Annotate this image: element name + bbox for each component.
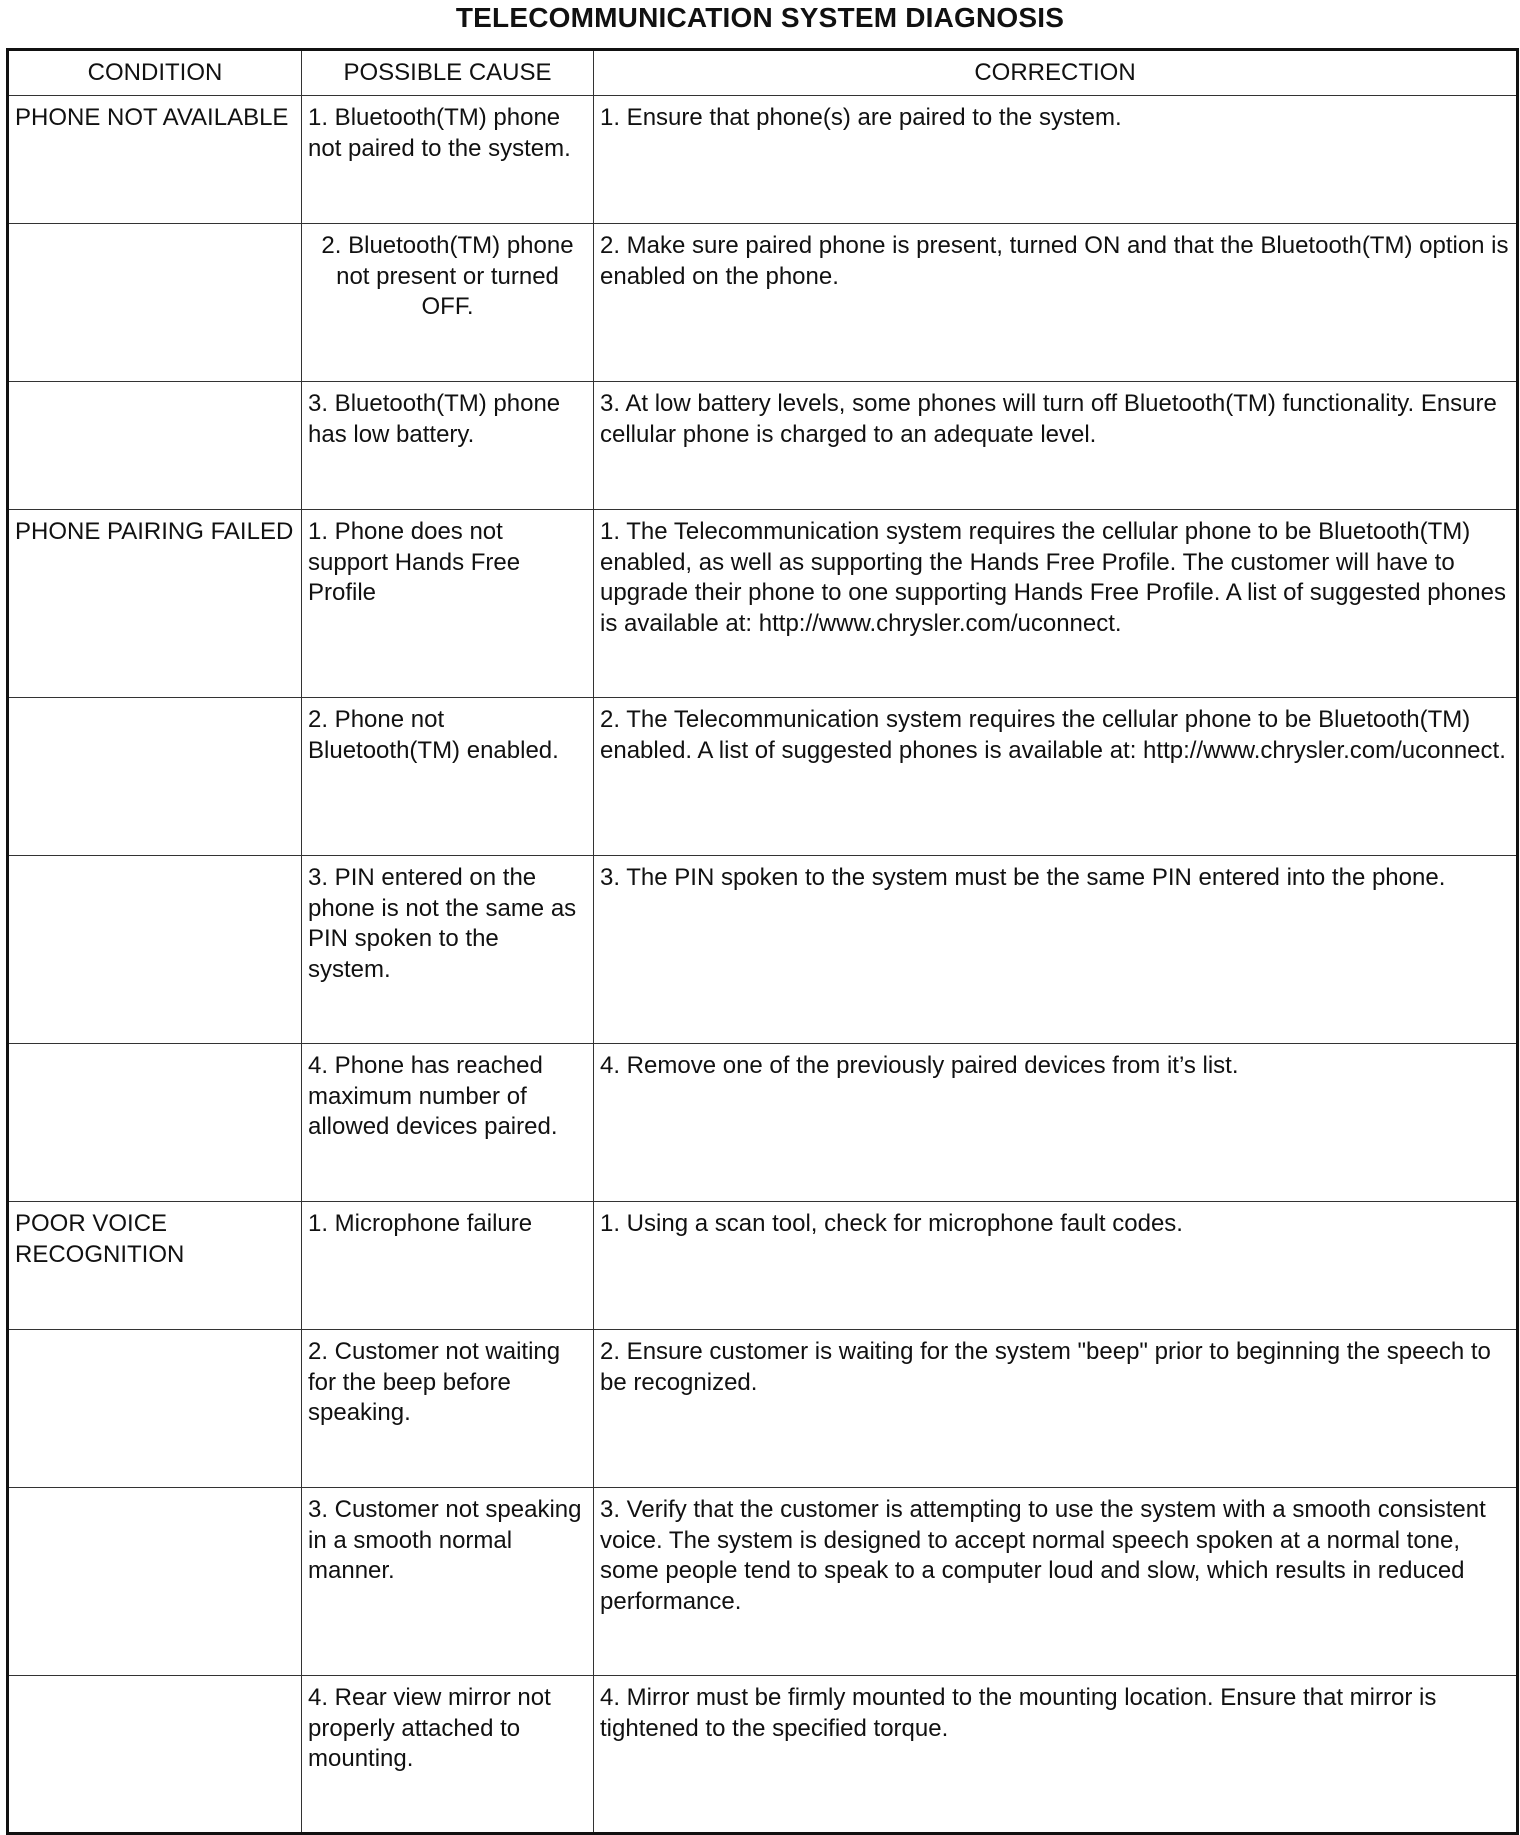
correction-cell: 4. Mirror must be firmly mounted to the mounting location. Ensure that mirror is tightened to the specified torque. — [594, 1676, 1518, 1834]
cause-cell: 3. Customer not speaking in a smooth normal manner. — [302, 1488, 594, 1676]
correction-cell: 2. Ensure customer is waiting for the system "beep" prior to beginning the speech to be recognized. — [594, 1330, 1518, 1488]
condition-cell: PHONE NOT AVAILABLE — [8, 96, 302, 224]
cause-cell: 2. Customer not waiting for the beep before speaking. — [302, 1330, 594, 1488]
condition-cell — [8, 698, 302, 856]
condition-cell — [8, 382, 302, 510]
cause-cell: 3. Bluetooth(TM) phone has low battery. — [302, 382, 594, 510]
table-row — [8, 1202, 1518, 1330]
cause-cell: 1. Bluetooth(TM) phone not paired to the system. — [302, 96, 594, 224]
header-possible-cause: POSSIBLE CAUSE — [302, 50, 594, 96]
condition-cell — [8, 1676, 302, 1834]
table-header-row — [8, 50, 1518, 96]
cause-cell: 1. Microphone failure — [302, 1202, 594, 1330]
cause-cell: 4. Phone has reached maximum number of allowed devices paired. — [302, 1044, 594, 1202]
table-row — [8, 96, 1518, 224]
table-row — [8, 698, 1518, 856]
table-row — [8, 1676, 1518, 1834]
header-condition: CONDITION — [8, 50, 302, 96]
condition-cell — [8, 1044, 302, 1202]
table-row — [8, 224, 1518, 382]
table-row — [8, 1330, 1518, 1488]
page-title: TELECOMMUNICATION SYSTEM DIAGNOSIS — [455, 2, 1065, 33]
cause-cell: 3. PIN entered on the phone is not the same as PIN spoken to the system. — [302, 856, 594, 1044]
correction-cell: 3. The PIN spoken to the system must be the same PIN entered into the phone. — [594, 856, 1518, 1044]
table-row — [8, 382, 1518, 510]
cause-cell: 4. Rear view mirror not properly attached to mounting. — [302, 1676, 594, 1834]
condition-cell: POOR VOICE RECOGNITION — [8, 1202, 302, 1330]
condition-cell — [8, 1330, 302, 1488]
cause-cell: 2. Phone not Bluetooth(TM) enabled. — [302, 698, 594, 856]
cause-cell: 1. Phone does not support Hands Free Profile — [302, 510, 594, 698]
header-correction: CORRECTION — [594, 50, 1518, 96]
correction-cell: 3. At low battery levels, some phones will turn off Bluetooth(TM) functionality. Ensure cellular phone is charged to an adequate level. — [594, 382, 1518, 510]
condition-cell — [8, 856, 302, 1044]
correction-cell: 1. The Telecommunication system requires the cellular phone to be Bluetooth(TM) enabled, as well as supporting the Hands Free Profile. The customer will have to upgrade their phone to one supporting Hands Free Profile. A list of suggested phones is available at: http://www.chrysler.com/uconnect. — [594, 510, 1518, 698]
correction-cell: 3. Verify that the customer is attempting to use the system with a smooth consistent voice. The system is designed to accept normal speech spoken at a normal tone, some people tend to speak to a computer loud and slow, which results in reduced performance. — [594, 1488, 1518, 1676]
correction-cell: 2. The Telecommunication system requires the cellular phone to be Bluetooth(TM) enabled. A list of suggested phones is available at: http://www.chrysler.com/uconnect. — [594, 698, 1518, 856]
table-row — [8, 856, 1518, 1044]
correction-cell: 4. Remove one of the previously paired devices from it’s list. — [594, 1044, 1518, 1202]
correction-cell: 1. Using a scan tool, check for microphone fault codes. — [594, 1202, 1518, 1330]
condition-cell — [8, 1488, 302, 1676]
condition-cell: PHONE PAIRING FAILED — [8, 510, 302, 698]
cause-cell: 2. Bluetooth(TM) phone not present or turned OFF. — [302, 224, 594, 382]
table-row — [8, 1488, 1518, 1676]
diagnosis-table — [6, 48, 1519, 1835]
table-row — [8, 1044, 1518, 1202]
correction-cell: 1. Ensure that phone(s) are paired to the system. — [594, 96, 1518, 224]
condition-cell — [8, 224, 302, 382]
correction-cell: 2. Make sure paired phone is present, turned ON and that the Bluetooth(TM) option is enabled on the phone. — [594, 224, 1518, 382]
table-row — [8, 510, 1518, 698]
